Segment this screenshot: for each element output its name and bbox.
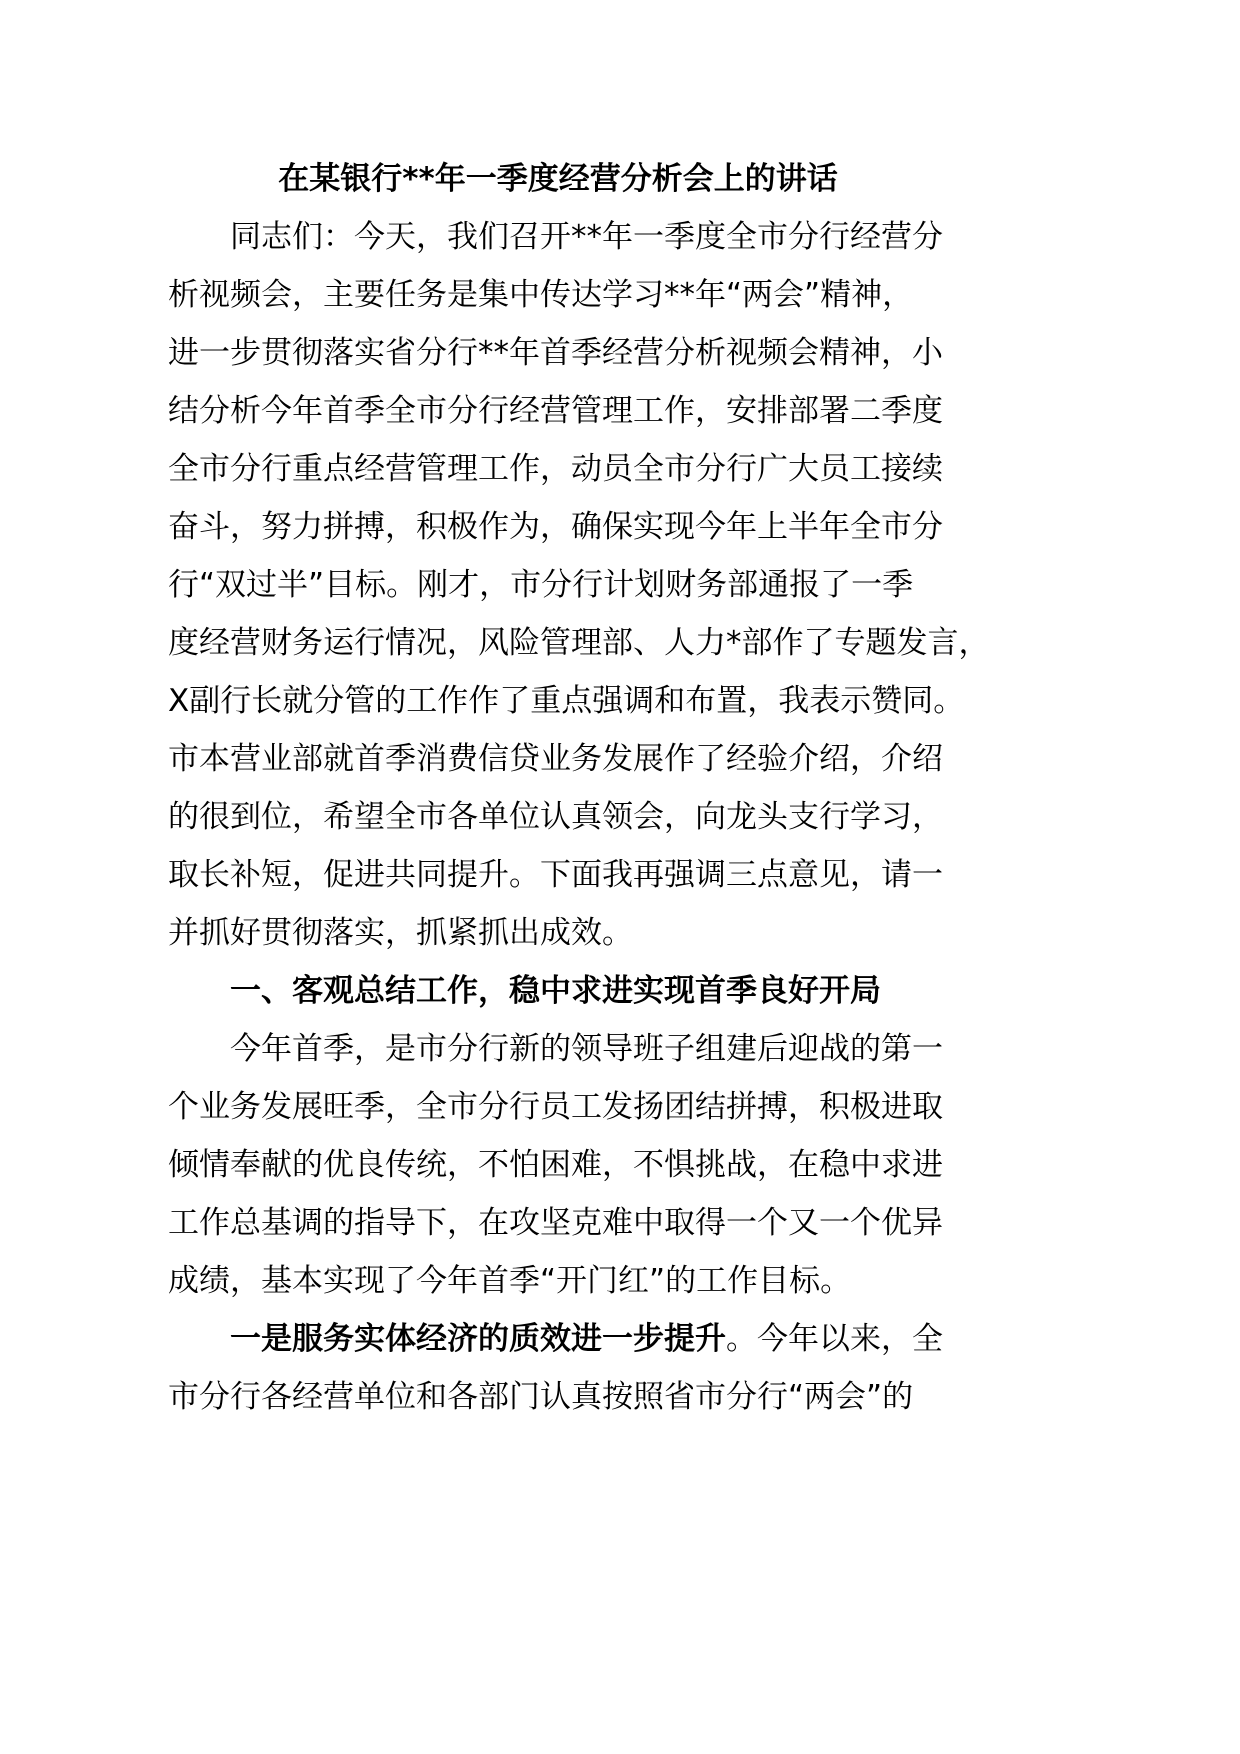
point-1-lead: 一是服务实体经济的质效进一步提升 [230, 1321, 726, 1357]
paragraph-line: 并抓好贯彻落实，抓紧抓出成效。 [168, 915, 633, 951]
paragraph-line: 度经营财务运行情况，风险管理部、人力*部作了专题发言， [168, 625, 990, 661]
section-heading-1: 一、客观总结工作，稳中求进实现首季良好开局 [230, 973, 881, 1009]
section-1-paragraph [168, 1020, 948, 1310]
paragraph-line: 行“双过半”目标。刚才，市分行计划财务部通报了一季 [168, 567, 914, 603]
paragraph-line: 奋斗，努力拼搏，积极作为，确保实现今年上半年全市分 [168, 509, 943, 545]
point-1-text: 。今年以来，全 [726, 1321, 943, 1357]
paragraph-line: 市分行各经营单位和各部门认真按照省市分行“两会”的 [168, 1379, 914, 1415]
point-1-paragraph [168, 1310, 948, 1426]
paragraph-line: 倾情奉献的优良传统，不怕困难，不惧挑战，在稳中求进 [168, 1147, 943, 1183]
paragraph-line: X副行长就分管的工作作了重点强调和布置，我表示赞同。 [168, 683, 965, 719]
paragraph-line: 取长补短，促进共同提升。下面我再强调三点意见，请一 [168, 857, 943, 893]
document-title: 在某银行**年一季度经营分析会上的讲话 [278, 161, 838, 197]
paragraph-line: 同志们：今天，我们召开**年一季度全市分行经营分 [230, 219, 943, 255]
paragraph-line: 今年首季，是市分行新的领导班子组建后迎战的第一 [230, 1031, 943, 1067]
opening-paragraph [168, 208, 990, 962]
paragraph-line: 结分析今年首季全市分行经营管理工作，安排部署二季度 [168, 393, 943, 429]
paragraph-line: 析视频会，主要任务是集中传达学习**年“两会”精神， [168, 277, 914, 313]
paragraph-line: 的很到位，希望全市各单位认真领会，向龙头支行学习， [168, 799, 943, 835]
paragraph-line [168, 1310, 948, 1368]
paragraph-line: 成绩，基本实现了今年首季“开门红”的工作目标。 [168, 1263, 852, 1299]
paragraph-line: 工作总基调的指导下，在攻坚克难中取得一个又一个优异 [168, 1205, 943, 1241]
paragraph-line: 全市分行重点经营管理工作，动员全市分行广大员工接续 [168, 451, 943, 487]
paragraph-line: 市本营业部就首季消费信贷业务发展作了经验介绍，介绍 [168, 741, 943, 777]
paragraph-line: 进一步贯彻落实省分行**年首季经营分析视频会精神，小 [168, 335, 943, 371]
paragraph-line: 个业务发展旺季，全市分行员工发扬团结拼搏，积极进取 [168, 1089, 943, 1125]
document-page [168, 150, 990, 1426]
